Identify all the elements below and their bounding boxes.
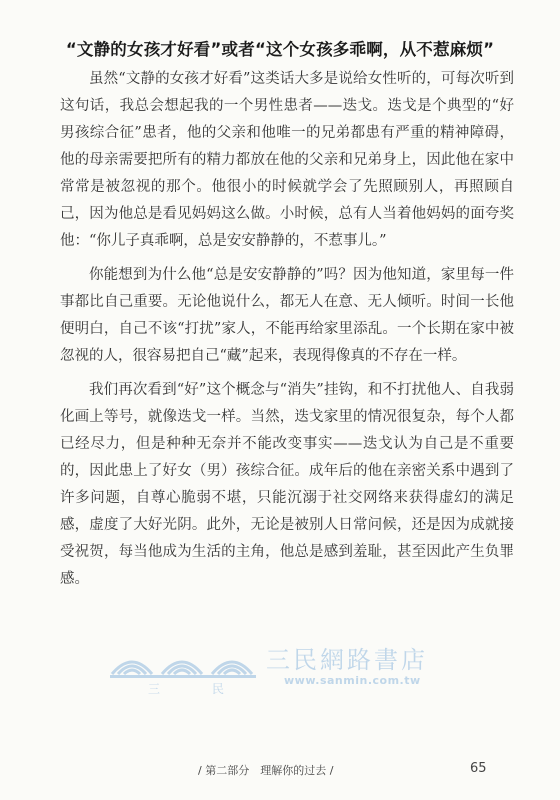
section-heading: “文静的女孩才好看”或者“这个女孩多乖啊，从不惹麻烦” (65, 40, 495, 59)
paragraph: 你能想到为什么他“总是安安静静的”吗？因为他知道，家里每一件事都比自己重要。无论他说什么，都无人在意、无人倾听。时间一长他便明白，自己不该“打扰”家人，不能再给家里添乱。一个长期在家中被忽视的人，很容易把自己“藏”起来，表现得像真的不存在一样。 (60, 267, 514, 364)
watermark-min: 民 (212, 682, 225, 696)
watermark-title: 三民網路書店 (266, 646, 428, 674)
page-number: 65 (470, 761, 487, 776)
watermark-san: 三 (148, 682, 161, 696)
watermark-url: www.sanmin.com.tw (284, 674, 421, 687)
paragraph: 虽然“文静的女孩才好看”这类话大多是说给女性听的，可每次听到这句话，我总会想起我的一个男性患者——迭戈。迭戈是个典型的“好男孩综合征”患者，他的父亲和他唯一的兄弟都患有严重的精神障碍，他的母亲需要把所有的精力都放在他的父亲和兄弟身上，因此他在家中常常是被忽视的那个。他很小的时候就学会了先照顾别人，再照顾自己，因为他总是看见妈妈这么做。小时候，总有人当着他妈妈的面夸奖他：“你儿子真乖啊，总是安安静静的，不惹事儿。” (60, 71, 514, 249)
wave-logo-icon (108, 644, 258, 696)
page-footer (0, 762, 560, 778)
publisher-watermark (108, 640, 508, 700)
paragraph: 我们再次看到“好”这个概念与“消失”挂钩，和不打扰他人、自我弱化画上等号，就像迭戈一样。当然，迭戈家里的情况很复杂，每个人都已经尽力，但是种种无奈并不能改变事实——迭戈认为自己是不重要的，因此患上了好女（男）孩综合征。成年后的他在亲密关系中遇到了许多问题，自尊心脆弱不堪，只能沉溺于社交网络来获得虚幻的满足感，虚度了大好光阴。此外，无论是被别人日常问候，还是因为成就接受祝贺，每当他成为生活的主角，他总是感到羞耻，甚至因此产生负罪感。 (60, 382, 514, 587)
chapter-label: / 第二部分 理解你的过去 / (198, 764, 334, 777)
body-text (60, 66, 514, 600)
